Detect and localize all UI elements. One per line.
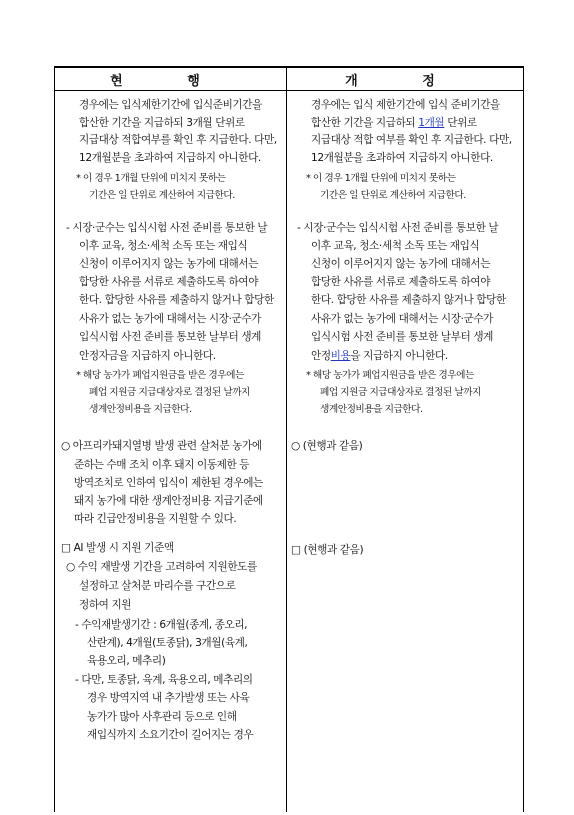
current-text-line: 지급대상 적합여부를 확인 후 지급한다. 다만, — [79, 134, 277, 146]
table-border-right — [523, 66, 524, 812]
revised-text-line: 합당한 사유를 서류로 제출하도록 하여야 — [311, 276, 491, 288]
revised-note-line: * 이 경우 1개월 단위에 미치지 못하는 — [306, 173, 456, 184]
revised-note-line: 폐업 지원금 지급대상자로 결정된 날까지 — [320, 387, 481, 398]
current-text-line: 설정하고 살처분 마리수를 구간으로 — [79, 580, 236, 592]
current-note-line: * 이 경우 1개월 단위에 미치지 못하는 — [76, 173, 226, 184]
current-text-line: 경우 방역지역 내 추가발생 또는 사육 — [87, 692, 250, 704]
revised-text-line — [311, 117, 477, 130]
revised-text-line: 사유가 없는 농가에 대해서는 시장·군수가 — [311, 313, 494, 325]
current-text-line: - 수익재발생기간 : 6개월(종계, 종오리, — [75, 619, 248, 631]
header-revised: 개 정 — [345, 74, 465, 89]
revised-text-line: 경우에는 입식 제한기간에 입식 준비기간을 — [311, 99, 500, 111]
revised-text-line: - 시장·군수는 입식시험 사전 준비를 통보한 날 — [297, 222, 499, 234]
revised-text-segment: 안정 — [311, 350, 331, 362]
current-text-line: 사유가 없는 농가에 대해서는 시장·군수가 — [79, 313, 262, 325]
current-text-line: 12개월분을 초과하여 지급하지 아니한다. — [79, 152, 261, 164]
current-text-line: 안정자금을 지급하지 아니한다. — [79, 350, 216, 362]
revised-text-line: 이후 교육, 청소·세척 소독 또는 재입식 — [311, 240, 480, 252]
current-text-line: 방역조치로 인하여 입식이 제한된 경우에는 — [74, 477, 263, 489]
revised-text-line — [311, 350, 448, 363]
current-text-line: 준하는 수매 조치 이후 돼지 이동제한 등 — [74, 459, 250, 471]
header-divider — [54, 90, 524, 91]
revised-note-line: * 해당 농가가 폐업지원금을 받은 경우에는 — [306, 370, 474, 381]
revised-same-as-current: □ (현행과 같음) — [291, 544, 364, 556]
current-text-line: 돼지 농가에 대한 생계안정비용 지급기준에 — [74, 495, 263, 507]
current-text-line: 신청이 이루어지지 않는 농가에 대해서는 — [79, 258, 259, 270]
revised-text-segment: 합산한 기간을 지급하되 — [311, 117, 416, 129]
current-text-line: 합당한 사유를 서류로 제출하도록 하여야 — [79, 276, 259, 288]
current-text-line: 한다. 합당한 사유를 제출하지 않거나 합당한 — [79, 294, 274, 306]
current-text-line: 산란계), 4개월(토종닭), 3개월(육계, — [87, 637, 248, 649]
current-text-line: 이후 교육, 청소·세척 소독 또는 재입식 — [79, 240, 248, 252]
revised-text-line: 신청이 이루어지지 않는 농가에 대해서는 — [311, 258, 491, 270]
revised-text-line: 한다. 합당한 사유를 제출하지 않거나 합당한 — [311, 294, 506, 306]
revised-note-line: 생계안정비용을 지급한다. — [320, 404, 423, 415]
revised-text-line: 12개월분을 초과하여 지급하지 아니한다. — [311, 152, 493, 164]
revised-highlight-cost: 비용 — [330, 350, 351, 362]
current-text-line: 육용오리, 메추리) — [87, 655, 166, 667]
current-text-line: ○ 수익 재발생 기간을 고려하여 지원한도를 — [66, 561, 257, 573]
current-text-line: 농가가 많아 사후관리 등으로 인해 — [87, 711, 237, 723]
current-text-line: 재입식까지 소요기간이 길어지는 경우 — [87, 729, 254, 741]
current-text-line: - 시장·군수는 입식시험 사전 준비를 통보한 날 — [66, 222, 268, 234]
current-note-line: * 해당 농가가 폐업지원금을 받은 경우에는 — [76, 370, 244, 381]
current-text-line: 정하여 지원 — [79, 599, 132, 611]
revised-text-segment: 단위로 — [447, 117, 477, 129]
revised-text-line: 입식시험 사전 준비를 통보한 날부터 생계 — [311, 331, 494, 343]
current-text-line: ○ 아프리카돼지열병 발생 관련 살처분 농가에 — [61, 440, 262, 452]
revised-highlight-1month: 1개월 — [418, 117, 445, 129]
column-divider — [286, 66, 287, 812]
current-text-line: 합산한 기간을 지급하되 3개월 단위로 — [79, 117, 245, 129]
current-text-line: 입식시험 사전 준비를 통보한 날부터 생계 — [79, 331, 262, 343]
table-border-left — [54, 66, 55, 812]
current-text-line: - 다만, 토종닭, 육계, 육용오리, 메추리의 — [75, 674, 253, 686]
current-text-line: 따라 긴급안정비용을 지원할 수 있다. — [74, 513, 237, 525]
header-current: 현 행 — [110, 74, 230, 89]
current-note-line: 폐업 지원금 지급대상자로 결정된 날까지 — [89, 387, 250, 398]
current-text-line: 경우에는 입식제한기간에 입식준비기간을 — [79, 99, 262, 111]
revised-text-line: 지급대상 적합 여부를 확인 후 지급한다. 다만, — [311, 134, 512, 146]
revised-same-as-current: ○ (현행과 같음) — [291, 440, 363, 452]
current-note-line: 기간은 일 단위로 계산하여 지급한다. — [89, 190, 235, 201]
revised-text-segment: 을 지급하지 아니한다. — [350, 350, 448, 362]
current-note-line: 생계안정비용을 지급한다. — [89, 404, 192, 415]
revised-note-line: 기간은 일 단위로 계산하여 지급한다. — [320, 190, 466, 201]
current-section-heading: □ AI 발생 시 지원 기준액 — [61, 542, 174, 554]
